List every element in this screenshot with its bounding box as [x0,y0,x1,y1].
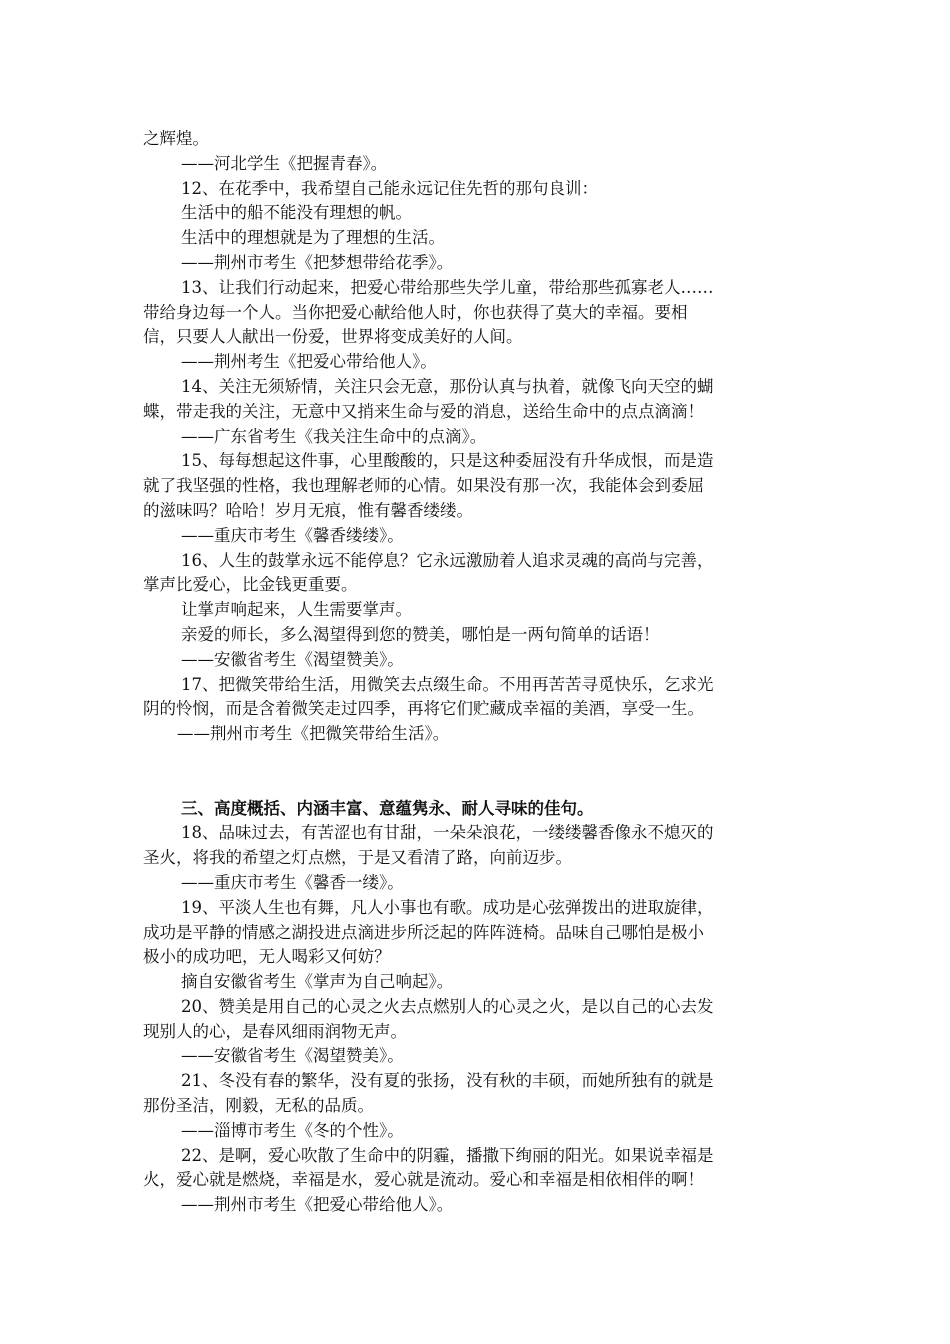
text-line: 18、品味过去，有苦涩也有甘甜，一朵朵浪花，一缕缕馨香像永不熄灭的 [181,823,714,843]
text-line: ——荆州考生《把爱心带给他人》。 [181,352,437,372]
text-line: ——安徽省考生《渴望赞美》。 [181,649,404,669]
text-line: 20、赞美是用自己的心灵之火去点燃别人的心灵之火，是以自己的心去发 [181,996,714,1016]
text-line: 圣火，将我的希望之灯点燃，于是又看清了路，向前迈步。 [143,848,572,868]
text-line: 阴的怜悯，而是含着微笑走过四季，再将它们贮藏成幸福的美酒，享受一生。 [143,699,704,719]
text-line: 生活中的船不能没有理想的帆。 [181,203,412,223]
text-line: 15、每每想起这件事，心里酸酸的，只是这种委屈没有升华成恨，而是造 [181,451,714,471]
text-line: 12、在花季中，我希望自己能永远记住先哲的那句良训： [181,178,598,198]
text-line: 16、人生的鼓掌永远不能停息？它永远激励着人追求灵魂的高尚与完善， [181,550,714,570]
text-line: 带给身边每一个人。当你把爱心献给他人时，你也获得了莫大的幸福。要相 [143,302,688,322]
text-line: ——重庆市考生《馨香一缕》。 [181,872,404,892]
text-line: ——淄博市考生《冬的个性》。 [181,1120,404,1140]
text-line: 现别人的心，是春风细雨润物无声。 [143,1021,407,1041]
text-line: 蝶，带走我的关注，无意中又捎来生命与爱的消息，送给生命中的点点滴滴！ [143,401,704,421]
text-line: ——广东省考生《我关注生命中的点滴》。 [181,426,487,446]
text-line: 生活中的理想就是为了理想的生活。 [181,228,445,248]
text-line: ——安徽省考生《渴望赞美》。 [181,1046,404,1066]
text-line: ——荆州市考生《把爱心带给他人》。 [181,1195,454,1215]
text-line: 信，只要人人献出一份爱，世界将变成美好的人间。 [143,327,523,347]
text-line: ——重庆市考生《馨香缕缕》。 [181,525,404,545]
blank-line [143,747,811,772]
document-body [143,127,811,1218]
text-line: 极小的成功吧，无人喝彩又何妨？ [143,947,391,967]
text-line: 亲爱的师长，多么渴望得到您的赞美，哪怕是一两句简单的话语！ [181,624,660,644]
blank-line [143,772,811,797]
text-line: 22、是啊，爱心吹散了生命中的阴霾，播撒下绚丽的阳光。如果说幸福是 [181,1145,714,1165]
text-line: ——荆州市考生《把微笑带给生活》。 [177,724,450,744]
text-line: 19、平淡人生也有舞，凡人小事也有歌。成功是心弦弹拨出的进取旋律， [181,897,714,917]
text-line: 火，爱心就是燃烧，幸福是水，爱心就是流动。爱心和幸福是相依相伴的啊！ [143,1170,704,1190]
text-line: 14、关注无须矫情，关注只会无意，那份认真与执着，就像飞向天空的蝴 [181,376,714,396]
text-line: 掌声比爱心，比金钱更重要。 [143,575,358,595]
text-line: ——荆州市考生《把梦想带给花季》。 [181,252,454,272]
text-line: 17、把微笑带给生活，用微笑去点缀生命。不用再苦苦寻觅快乐，乞求光 [181,674,714,694]
text-line: 21、冬没有春的繁华，没有夏的张扬，没有秋的丰硕，而她所独有的就是 [181,1071,714,1091]
text-line: 就了我坚强的性格，我也理解老师的心情。如果没有那一次，我能体会到委屈 [143,476,704,496]
text-line: 摘自安徽省考生《掌声为自己响起》。 [181,972,454,992]
text-line: 那份圣洁，刚毅，无私的品质。 [143,1096,374,1116]
section-heading: 三、高度概括、内涵丰富、意蕴隽永、耐人寻味的佳句。 [181,798,594,818]
text-line: ——河北学生《把握青春》。 [181,153,388,173]
text-line: 成功是平静的情感之湖投进点滴进步所泛起的阵阵涟椅。品味自己哪怕是极小 [143,922,704,942]
text-line: 的滋味吗？哈哈！岁月无痕，惟有馨香缕缕。 [143,500,473,520]
text-line: 13、让我们行动起来，把爱心带给那些失学儿童，带给那些孤寡老人…… [181,277,714,297]
text-line: 让掌声响起来，人生需要掌声。 [181,600,412,620]
text-line: 之辉煌。 [143,129,209,148]
